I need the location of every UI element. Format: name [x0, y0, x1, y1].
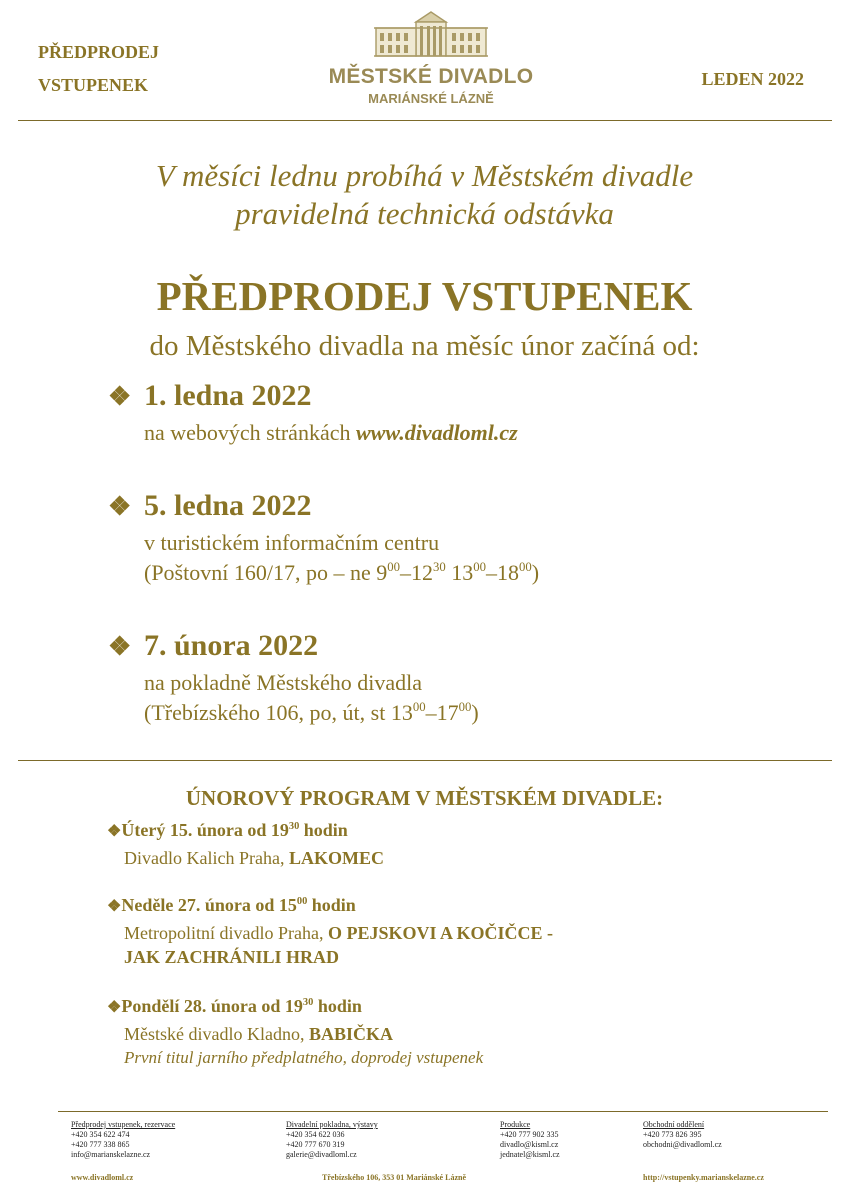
- footer-col-box-office: [286, 1120, 378, 1160]
- footer-email[interactable]: obchodni@divadloml.cz: [643, 1140, 722, 1149]
- footer-tickets-link[interactable]: http://vstupenky.marianskelazne.cz: [643, 1173, 764, 1182]
- footer-heading: Produkce: [500, 1120, 531, 1129]
- footer-email[interactable]: divadlo@kisml.cz: [500, 1140, 559, 1149]
- intro-line1: V měsíci lednu probíhá v Městském divadle: [155, 158, 694, 193]
- date-line-text: v turistickém informačním centru: [144, 530, 440, 555]
- footer-heading: Předprodej vstupenek, rezervace: [71, 1120, 176, 1129]
- footer-col-production: [500, 1120, 560, 1160]
- logo-name: MĚSTSKÉ DIVADLO: [328, 65, 534, 88]
- footer-phone: +420 777 902 335: [500, 1130, 559, 1139]
- date-title: 5. ledna 2022: [144, 489, 312, 522]
- footer-col-commercial: [643, 1120, 722, 1150]
- event-date: Pondělí 28. února od 19: [121, 996, 303, 1016]
- event-date: Neděle 27. února od 15: [121, 895, 297, 915]
- footer-phone: +420 773 826 395: [643, 1130, 702, 1139]
- intro-text: [0, 157, 849, 233]
- footer-col-presale: [71, 1120, 175, 1160]
- event-company: Metropolitní divadlo Praha,: [124, 923, 328, 943]
- footer-heading: Divadelní pokladna, výstavy: [286, 1120, 378, 1129]
- program-title: ÚNOROVÝ PROGRAM V MĚSTSKÉM DIVADLE:: [185, 786, 664, 810]
- presale-title: PŘEDPRODEJ VSTUPENEK: [156, 273, 693, 319]
- presale-subtitle: do Městského divadla na měsíc únor začíná od:: [149, 330, 700, 362]
- date-line-text: na webových stránkách: [144, 420, 356, 445]
- event-play-cont: JAK ZACHRÁNILI HRAD: [124, 947, 340, 967]
- footer-address: Třebízského 106, 353 01 Mariánské Lázně: [322, 1173, 466, 1182]
- intro-line2: pravidelná technická odstávka: [235, 196, 614, 231]
- program-event: ❖Úterý 15. února od $19^{30}$ hodin Divadlo Kalich Praha, LAKOMEC: [107, 820, 384, 868]
- presale-date-web: [108, 378, 518, 448]
- event-company: Divadlo Kalich Praha,: [124, 848, 289, 868]
- header-left-title: [38, 36, 159, 102]
- footer-phone: +420 354 622 036: [286, 1130, 345, 1139]
- footer-website-link[interactable]: www.divadloml.cz: [71, 1173, 134, 1182]
- footer-email[interactable]: galerie@divadloml.cz: [286, 1150, 357, 1159]
- presale-date-info-centre: [108, 488, 539, 591]
- presale-date-box-office: [108, 628, 479, 731]
- event-note: První titul jarního předplatného, doprodej vstupenek: [124, 1048, 484, 1067]
- diamond-bullet-icon: ❖: [108, 382, 132, 411]
- program-event: ❖Neděle 27. února od $15^{00}$ hodin Metropolitní divadlo Praha, O PEJSKOVI A KOČIČCE - JAK ZACHRÁNILI HRAD: [107, 895, 554, 967]
- header-month: LEDEN 2022: [701, 69, 804, 89]
- diamond-bullet-icon: ❖: [108, 632, 132, 661]
- diamond-bullet-icon: ❖: [107, 898, 122, 915]
- program-divider: [18, 760, 832, 761]
- event-play: BABIČKA: [308, 1024, 393, 1044]
- footer-heading: Obchodní oddělení: [643, 1120, 705, 1129]
- theatre-building-icon: [372, 8, 490, 58]
- theatre-logo: [320, 8, 542, 106]
- website-link[interactable]: www.divadloml.cz: [355, 420, 518, 445]
- program-event: ❖Pondělí 28. února od $19^{30}$ hodin Městské divadlo Kladno, BABIČKA První titul jarního předplatného, doprodej vstupenek: [107, 994, 483, 1070]
- footer-phone: +420 777 670 319: [286, 1140, 345, 1149]
- footer-phone: +420 777 338 865: [71, 1140, 130, 1149]
- footer-divider: [58, 1111, 828, 1112]
- diamond-bullet-icon: ❖: [108, 492, 132, 521]
- date-title: 1. ledna 2022: [144, 379, 312, 412]
- footer-email[interactable]: info@marianskelazne.cz: [71, 1150, 151, 1159]
- event-company: Městské divadlo Kladno,: [124, 1024, 309, 1044]
- header-left-line2: VSTUPENEK: [38, 75, 149, 95]
- date-line-text: na pokladně Městského divadla: [144, 670, 422, 695]
- opening-hours: (Poštovní 160/17, po – ne $9^{00}-12^{30}$ $13^{00}-18^{00}$): [144, 560, 540, 585]
- logo-town: MARIÁNSKÉ LÁZNĚ: [368, 91, 494, 106]
- footer-email[interactable]: jednatel@kisml.cz: [500, 1150, 560, 1159]
- event-date: Úterý 15. února od 19: [121, 820, 289, 840]
- header-left-line1: PŘEDPRODEJ: [38, 42, 159, 62]
- opening-hours: (Třebízského 106, po, út, st $13^{00}-17^{00}$): [144, 700, 479, 725]
- header-divider: [18, 120, 832, 121]
- diamond-bullet-icon: ❖: [107, 999, 122, 1016]
- event-play: O PEJSKOVI A KOČIČCE -: [327, 923, 554, 943]
- footer-phone: +420 354 622 474: [71, 1130, 130, 1139]
- event-play: LAKOMEC: [288, 848, 384, 868]
- date-title: 7. února 2022: [144, 629, 319, 662]
- diamond-bullet-icon: ❖: [107, 823, 122, 840]
